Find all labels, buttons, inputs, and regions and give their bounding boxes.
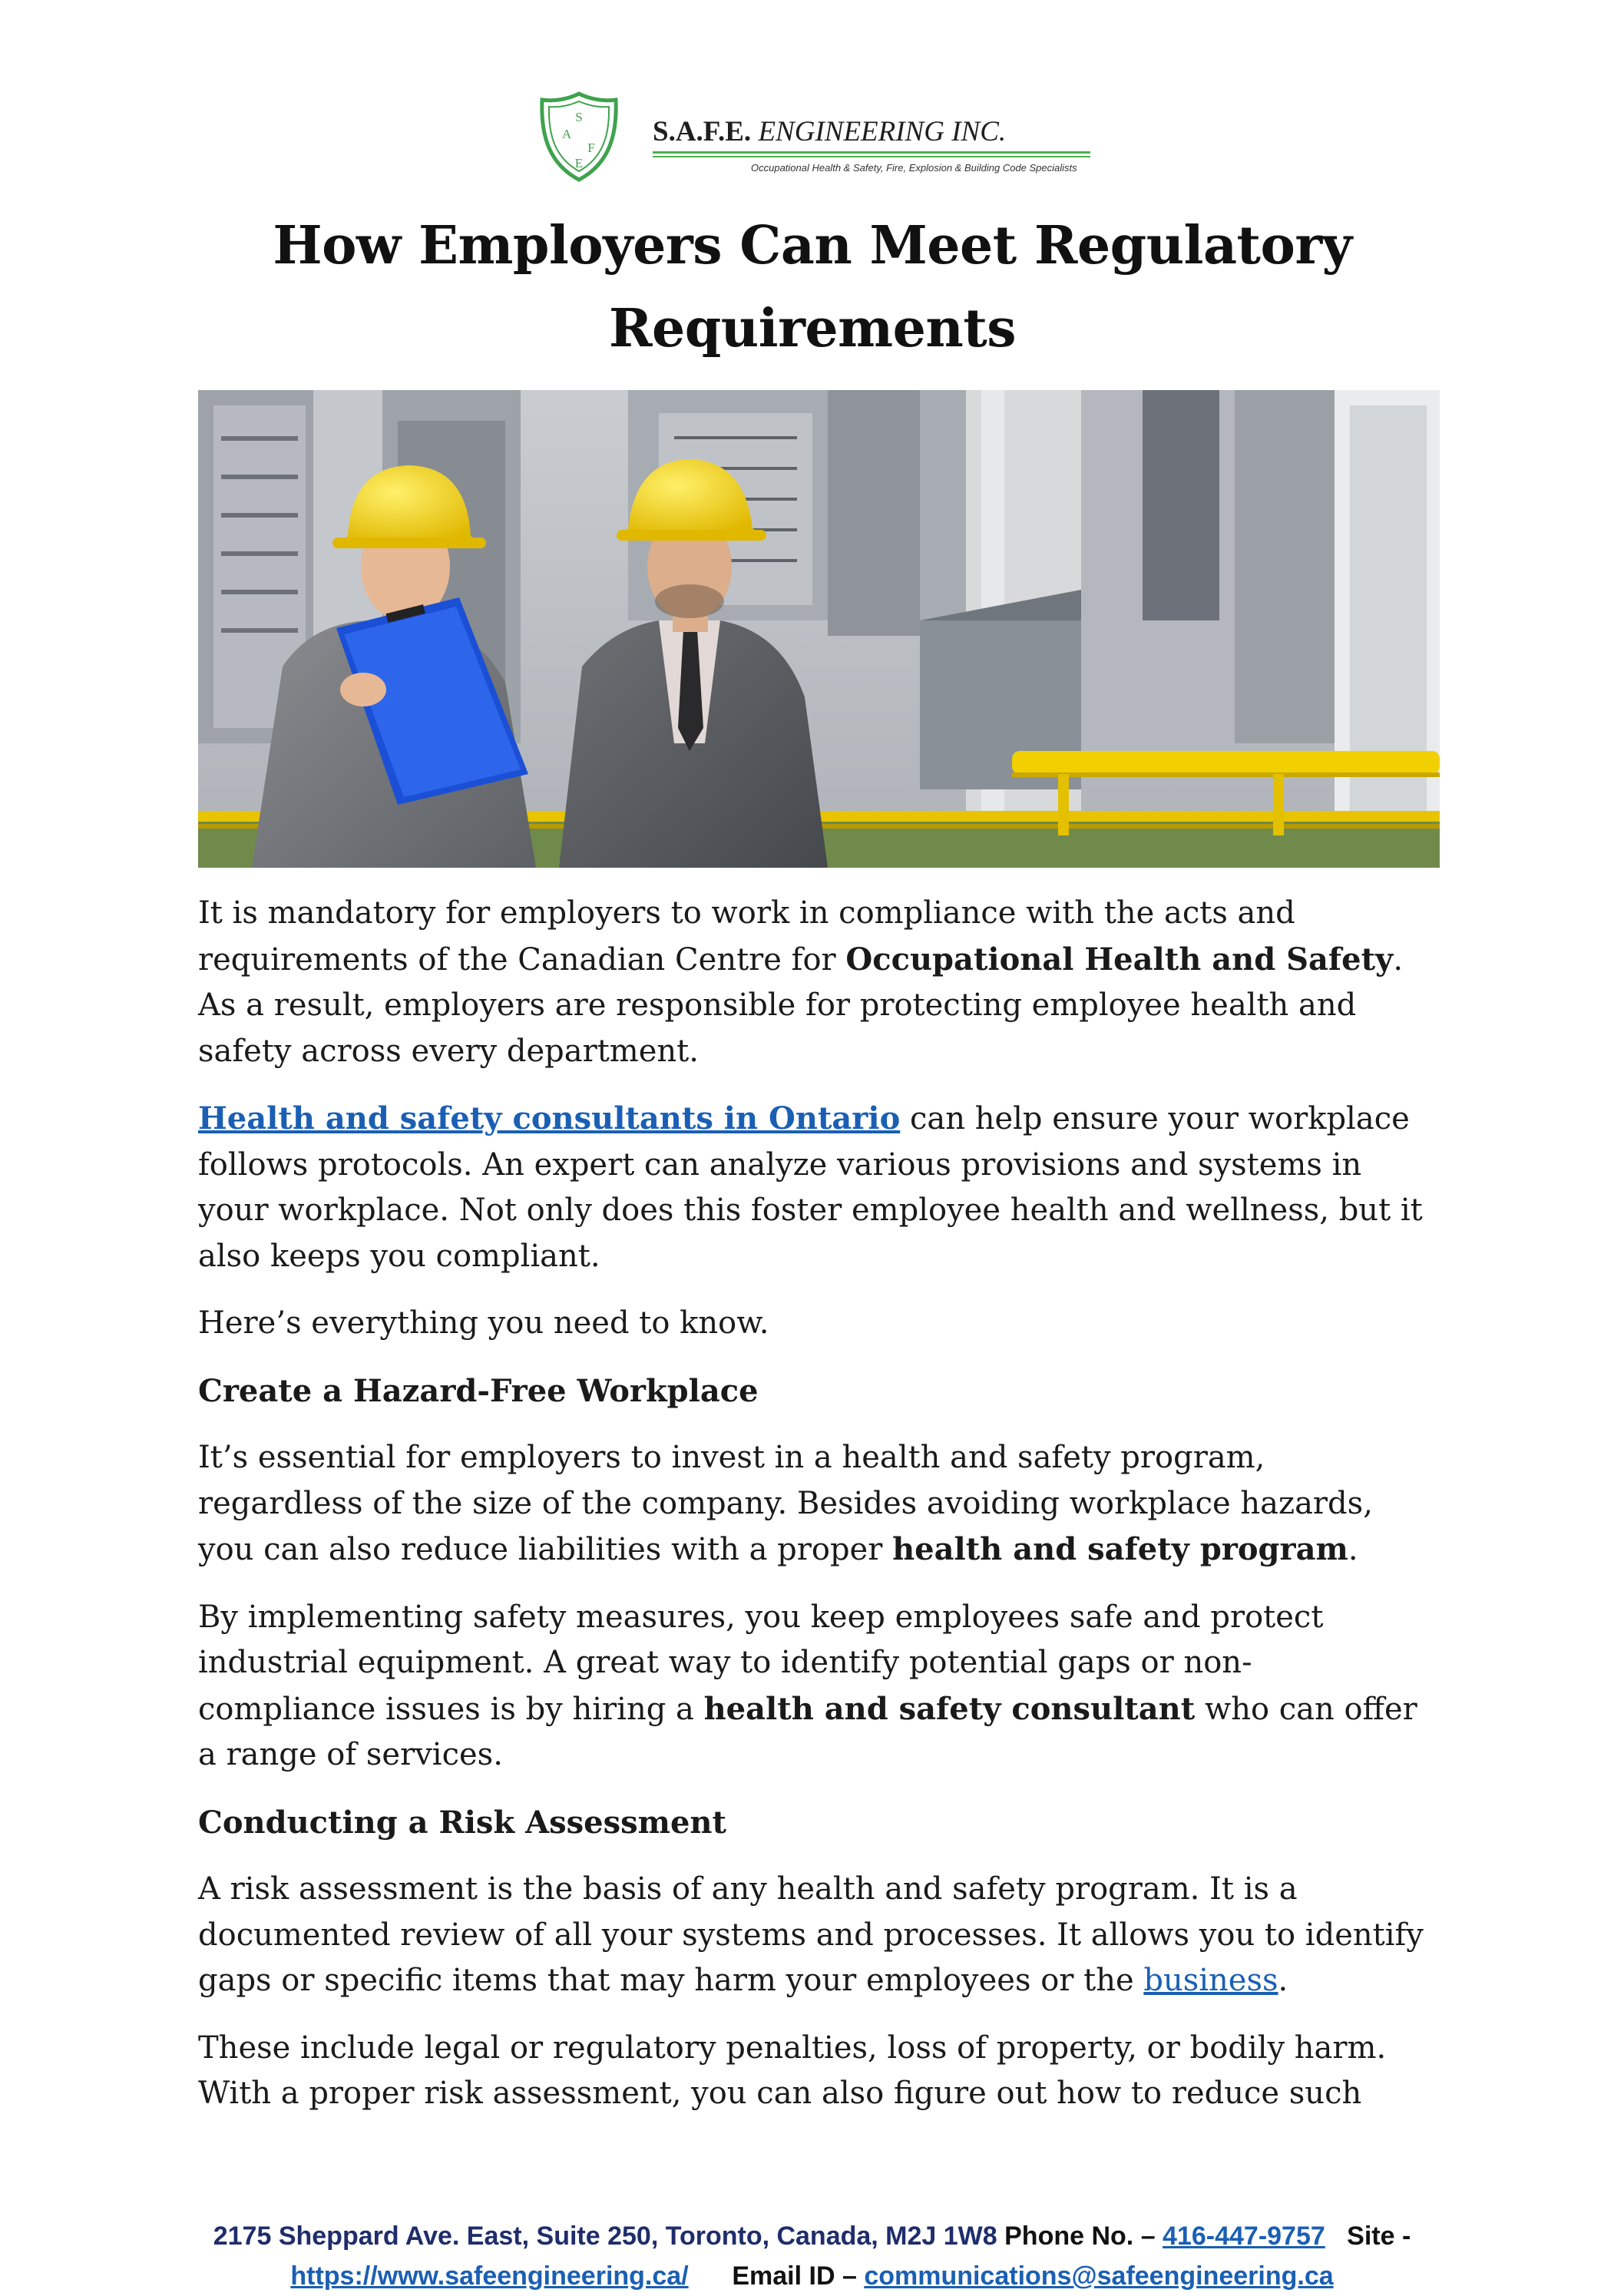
paragraph-intro-text-a: It is mandatory for employers to work in compliance with the acts and requirements of the Canadian Centre for (198, 895, 1295, 978)
paragraph-consultants-text: can help ensure your workplace follows protocols. An expert can analyze various provisions and systems in your workplace. Not only does this foster employee health and wellness, but it also keeps you compliant. (198, 1101, 1423, 1274)
paragraph-safety-text-b: who can offer a range of services. (198, 1691, 1417, 1772)
logo-letter-a: A (561, 127, 572, 141)
footer-line-1 (0, 2216, 1624, 2256)
company-name-bold: S.A.F.E. (653, 116, 752, 147)
logo-letter-f: F (587, 141, 595, 155)
heading-risk-assessment: Conducting a Risk Assessment (198, 1804, 726, 1841)
paragraph-intro-text-b: . As a result, employers are responsible for protecting employee health and safety across every department. (198, 941, 1404, 1069)
paragraph-intro (198, 891, 1427, 1074)
paragraph-risk-text-a: A risk assessment is the basis of any health and safety program. It is a documented review of all your systems and processes. It allows you to identify gaps or specific items that may harm your employees or the (198, 1871, 1424, 1998)
consultants-ontario-link[interactable]: Health and safety consultants in Ontario (198, 1100, 901, 1136)
page-title (198, 204, 1427, 370)
paragraph-program-bold: health and safety program (892, 1531, 1348, 1567)
footer-site-link[interactable]: https://www.safeengineering.ca/ (290, 2261, 689, 2291)
header-rule (653, 151, 1090, 154)
header-rule-thin (653, 156, 1090, 157)
hero-image (198, 390, 1440, 868)
paragraph-risk (198, 1867, 1427, 2004)
paragraph-safety-text-a: By implementing safety measures, you keep employees safe and protect industrial equipment. A great way to identify potential gaps or non-compliance issues is by hiring a (198, 1599, 1324, 1727)
footer-phone-link[interactable]: 416-447-9757 (1163, 2222, 1325, 2251)
paragraph-penalties: These include legal or regulatory penalties, loss of property, or bodily harm. With a proper risk assessment, you can also figure out how to reduce such (198, 2030, 1387, 2111)
company-name-italic: ENGINEERING INC. (758, 116, 1007, 147)
paragraph-need-to-know: Here’s everything you need to know. (198, 1305, 769, 1341)
paragraph-safety-measures (198, 1595, 1427, 1778)
page-title-line-2: Requirements (608, 298, 1017, 359)
company-logo (537, 91, 1090, 183)
footer-email-label: Email ID – (732, 2261, 865, 2291)
company-name (653, 115, 1006, 148)
footer-site-label: Site - (1347, 2222, 1411, 2251)
page-title-line-1: How Employers Can Meet Regulatory (273, 215, 1352, 276)
paragraph-program (198, 1435, 1427, 1573)
paragraph-intro-bold: Occupational Health and Safety (845, 941, 1394, 978)
footer-line-2 (0, 2256, 1624, 2296)
article-body (198, 891, 1427, 2139)
page-footer (0, 2216, 1624, 2296)
shield-icon (537, 91, 620, 183)
business-link[interactable]: business (1143, 1963, 1278, 1998)
footer-address: 2175 Sheppard Ave. East, Suite 250, Toronto, Canada, M2J 1W8 (213, 2222, 997, 2251)
logo-letter-e: E (574, 156, 584, 170)
company-tagline: Occupational Health & Safety, Fire, Explosion & Building Code Specialists (751, 162, 1077, 174)
paragraph-consultants (198, 1096, 1427, 1279)
paragraph-safety-bold: health and safety consultant (703, 1690, 1196, 1727)
footer-email-link[interactable]: communications@safeengineering.ca (864, 2261, 1334, 2291)
paragraph-program-text-a: It’s essential for employers to invest in a health and safety program, regardless of the size of the company. Besides avoiding workplace hazards, you can also reduce liabilities with a proper (198, 1440, 1373, 1567)
paragraph-risk-text-b: . (1278, 1963, 1288, 1998)
paragraph-program-text-b: . (1348, 1532, 1358, 1567)
heading-hazard-free: Create a Hazard-Free Workplace (198, 1372, 759, 1409)
footer-phone-label: Phone No. – (997, 2222, 1163, 2251)
logo-letter-s: S (575, 110, 583, 124)
